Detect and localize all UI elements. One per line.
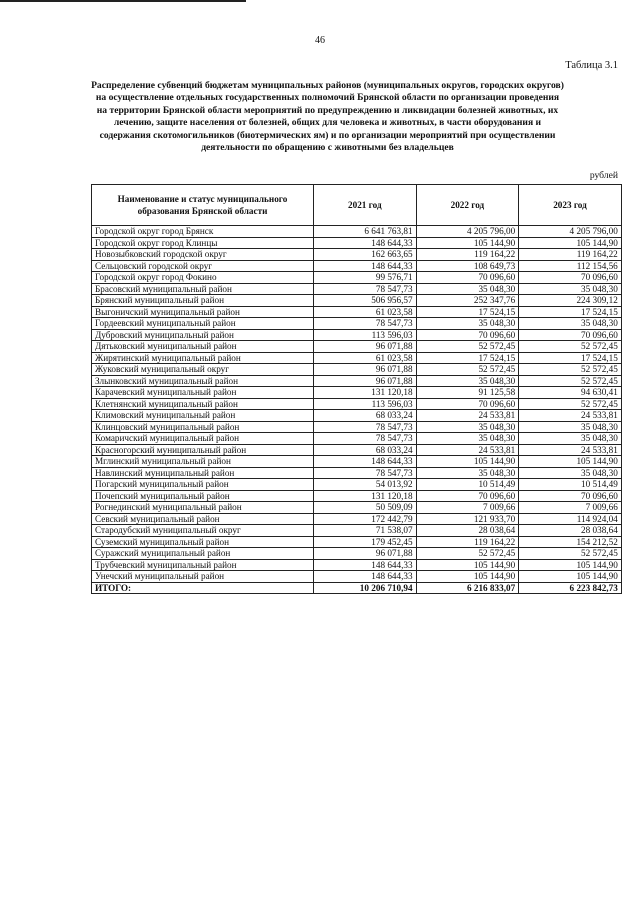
header-2022: 2022 год xyxy=(416,185,519,226)
value-2022: 70 096,60 xyxy=(416,398,519,410)
municipality-name: Новозыбковский городской округ xyxy=(92,249,314,261)
table-row xyxy=(92,352,622,364)
municipality-name: Клинцовский муниципальный район xyxy=(92,421,314,433)
value-2021: 148 644,33 xyxy=(314,559,417,571)
page-number: 46 xyxy=(315,35,325,46)
value-2023: 224 309,12 xyxy=(519,295,622,307)
value-2021: 179 452,45 xyxy=(314,536,417,548)
municipality-name: Брянский муниципальный район xyxy=(92,295,314,307)
total-2023: 6 223 842,73 xyxy=(519,582,622,594)
table-row xyxy=(92,341,622,353)
value-2023: 52 572,45 xyxy=(519,341,622,353)
value-2021: 78 547,73 xyxy=(314,421,417,433)
total-2021: 10 206 710,94 xyxy=(314,582,417,594)
municipality-name: Выгоничский муниципальный район xyxy=(92,306,314,318)
value-2023: 7 009,66 xyxy=(519,502,622,514)
table-row xyxy=(92,226,622,238)
table-row xyxy=(92,375,622,387)
value-2022: 24 533,81 xyxy=(416,410,519,422)
value-2023: 24 533,81 xyxy=(519,410,622,422)
value-2022: 105 144,90 xyxy=(416,237,519,249)
table-row xyxy=(92,525,622,537)
value-2023: 154 212,52 xyxy=(519,536,622,548)
municipality-name: Городской округ город Брянск xyxy=(92,226,314,238)
value-2023: 35 048,30 xyxy=(519,421,622,433)
value-2022: 105 144,90 xyxy=(416,456,519,468)
municipality-name: Рогнединский муниципальный район xyxy=(92,502,314,514)
value-2023: 105 144,90 xyxy=(519,456,622,468)
value-2021: 61 023,58 xyxy=(314,306,417,318)
value-2021: 162 663,65 xyxy=(314,249,417,261)
value-2023: 52 572,45 xyxy=(519,364,622,376)
table-row xyxy=(92,387,622,399)
value-2021: 96 071,88 xyxy=(314,548,417,560)
value-2021: 6 641 763,81 xyxy=(314,226,417,238)
value-2022: 121 933,70 xyxy=(416,513,519,525)
table-row xyxy=(92,444,622,456)
value-2021: 172 442,79 xyxy=(314,513,417,525)
value-2022: 119 164,22 xyxy=(416,536,519,548)
value-2021: 78 547,73 xyxy=(314,318,417,330)
value-2022: 4 205 796,00 xyxy=(416,226,519,238)
value-2023: 35 048,30 xyxy=(519,318,622,330)
municipality-name: Стародубский муниципальный округ xyxy=(92,525,314,537)
municipality-name: Жуковский муниципальный округ xyxy=(92,364,314,376)
document-title: Распределение субвенций бюджетам муниципальных районов (муниципальных округов, городских округов) на осуществление отдельных государственных полномочий Брянской области по организации проведения на территории Брянской области мероприятий по предупреждению и ликвидации болезней животных, их лечению, защите населения от болезней, общих для человека и животных, в части оборудования и содержания скотомогильников (биотермических ям) и по организации мероприятий при осуществлении деятельности по обращению с животными без владельцев xyxy=(91,80,564,154)
table-body xyxy=(92,226,622,594)
municipality-name: Навлинский муниципальный район xyxy=(92,467,314,479)
municipality-name: Злынковский муниципальный район xyxy=(92,375,314,387)
value-2023: 70 096,60 xyxy=(519,490,622,502)
table-row xyxy=(92,283,622,295)
value-2023: 4 205 796,00 xyxy=(519,226,622,238)
municipality-name: Севский муниципальный район xyxy=(92,513,314,525)
value-2022: 70 096,60 xyxy=(416,329,519,341)
value-2021: 131 120,18 xyxy=(314,490,417,502)
value-2021: 148 644,33 xyxy=(314,456,417,468)
value-2021: 113 596,03 xyxy=(314,329,417,341)
municipality-name: Дубровский муниципальный район xyxy=(92,329,314,341)
value-2023: 105 144,90 xyxy=(519,571,622,583)
value-2023: 70 096,60 xyxy=(519,329,622,341)
table-row xyxy=(92,513,622,525)
table-row xyxy=(92,490,622,502)
municipality-name: Клетнянский муниципальный район xyxy=(92,398,314,410)
municipality-name: Суражский муниципальный район xyxy=(92,548,314,560)
value-2022: 70 096,60 xyxy=(416,490,519,502)
value-2021: 78 547,73 xyxy=(314,467,417,479)
value-2021: 54 013,92 xyxy=(314,479,417,491)
table-row xyxy=(92,571,622,583)
table-row xyxy=(92,433,622,445)
value-2023: 35 048,30 xyxy=(519,283,622,295)
value-2021: 61 023,58 xyxy=(314,352,417,364)
municipality-name: Брасовский муниципальный район xyxy=(92,283,314,295)
value-2022: 35 048,30 xyxy=(416,421,519,433)
municipality-name: Карачевский муниципальный район xyxy=(92,387,314,399)
value-2023: 119 164,22 xyxy=(519,249,622,261)
municipality-name: Жирятинский муниципальный район xyxy=(92,352,314,364)
value-2023: 10 514,49 xyxy=(519,479,622,491)
header-municipality: Наименование и статус муниципального образования Брянской области xyxy=(92,185,314,226)
value-2021: 506 956,57 xyxy=(314,295,417,307)
value-2021: 50 509,09 xyxy=(314,502,417,514)
municipality-name: Городской округ город Клинцы xyxy=(92,237,314,249)
value-2022: 35 048,30 xyxy=(416,318,519,330)
value-2023: 105 144,90 xyxy=(519,237,622,249)
total-2022: 6 216 833,07 xyxy=(416,582,519,594)
subvention-table xyxy=(91,184,622,594)
value-2022: 105 144,90 xyxy=(416,559,519,571)
table-row xyxy=(92,237,622,249)
table-row xyxy=(92,559,622,571)
municipality-name: Мглинский муниципальный район xyxy=(92,456,314,468)
municipality-name: Городской округ город Фокино xyxy=(92,272,314,284)
table-row xyxy=(92,502,622,514)
value-2023: 112 154,56 xyxy=(519,260,622,272)
value-2022: 52 572,45 xyxy=(416,341,519,353)
value-2021: 78 547,73 xyxy=(314,433,417,445)
unit-label: рублей xyxy=(589,170,618,181)
value-2023: 17 524,15 xyxy=(519,352,622,364)
value-2022: 52 572,45 xyxy=(416,548,519,560)
value-2023: 52 572,45 xyxy=(519,548,622,560)
value-2021: 96 071,88 xyxy=(314,375,417,387)
value-2022: 35 048,30 xyxy=(416,433,519,445)
municipality-name: Почепский муниципальный район xyxy=(92,490,314,502)
value-2021: 99 576,71 xyxy=(314,272,417,284)
table-row xyxy=(92,306,622,318)
table-row xyxy=(92,249,622,261)
table-row xyxy=(92,456,622,468)
municipality-name: Дятьковский муниципальный район xyxy=(92,341,314,353)
municipality-name: Комаричский муниципальный район xyxy=(92,433,314,445)
value-2021: 68 033,24 xyxy=(314,444,417,456)
value-2022: 7 009,66 xyxy=(416,502,519,514)
value-2023: 24 533,81 xyxy=(519,444,622,456)
value-2022: 91 125,58 xyxy=(416,387,519,399)
table-row xyxy=(92,260,622,272)
value-2021: 148 644,33 xyxy=(314,237,417,249)
value-2022: 35 048,30 xyxy=(416,467,519,479)
header-2021: 2021 год xyxy=(314,185,417,226)
value-2022: 105 144,90 xyxy=(416,571,519,583)
value-2023: 17 524,15 xyxy=(519,306,622,318)
value-2022: 17 524,15 xyxy=(416,306,519,318)
total-row xyxy=(92,582,622,594)
table-row xyxy=(92,398,622,410)
value-2023: 52 572,45 xyxy=(519,398,622,410)
table-row xyxy=(92,548,622,560)
value-2021: 71 538,07 xyxy=(314,525,417,537)
top-rule xyxy=(0,0,246,2)
table-row xyxy=(92,536,622,548)
value-2022: 119 164,22 xyxy=(416,249,519,261)
table-row xyxy=(92,410,622,422)
value-2023: 28 038,64 xyxy=(519,525,622,537)
value-2021: 113 596,03 xyxy=(314,398,417,410)
municipality-name: Погарский муниципальный район xyxy=(92,479,314,491)
total-label: ИТОГО: xyxy=(92,582,314,594)
municipality-name: Трубчевский муниципальный район xyxy=(92,559,314,571)
municipality-name: Суземский муниципальный район xyxy=(92,536,314,548)
value-2022: 35 048,30 xyxy=(416,283,519,295)
value-2022: 10 514,49 xyxy=(416,479,519,491)
municipality-name: Унечский муниципальный район xyxy=(92,571,314,583)
value-2022: 52 572,45 xyxy=(416,364,519,376)
value-2022: 24 533,81 xyxy=(416,444,519,456)
value-2023: 52 572,45 xyxy=(519,375,622,387)
value-2023: 94 630,41 xyxy=(519,387,622,399)
table-row xyxy=(92,295,622,307)
table-row xyxy=(92,364,622,376)
table-row xyxy=(92,272,622,284)
table-row xyxy=(92,318,622,330)
table-row xyxy=(92,421,622,433)
value-2022: 28 038,64 xyxy=(416,525,519,537)
value-2023: 105 144,90 xyxy=(519,559,622,571)
value-2023: 70 096,60 xyxy=(519,272,622,284)
value-2022: 108 649,73 xyxy=(416,260,519,272)
value-2022: 252 347,76 xyxy=(416,295,519,307)
value-2021: 131 120,18 xyxy=(314,387,417,399)
table-row xyxy=(92,467,622,479)
municipality-name: Гордеевский муниципальный район xyxy=(92,318,314,330)
header-2023: 2023 год xyxy=(519,185,622,226)
value-2023: 35 048,30 xyxy=(519,433,622,445)
value-2021: 148 644,33 xyxy=(314,260,417,272)
value-2021: 96 071,88 xyxy=(314,341,417,353)
table-label: Таблица 3.1 xyxy=(565,60,618,71)
value-2023: 35 048,30 xyxy=(519,467,622,479)
value-2022: 17 524,15 xyxy=(416,352,519,364)
table-header-row xyxy=(92,185,622,226)
table-row xyxy=(92,329,622,341)
table-row xyxy=(92,479,622,491)
municipality-name: Сельцовский городской округ xyxy=(92,260,314,272)
value-2023: 114 924,04 xyxy=(519,513,622,525)
value-2021: 96 071,88 xyxy=(314,364,417,376)
value-2022: 70 096,60 xyxy=(416,272,519,284)
value-2021: 148 644,33 xyxy=(314,571,417,583)
municipality-name: Климовский муниципальный район xyxy=(92,410,314,422)
value-2021: 68 033,24 xyxy=(314,410,417,422)
value-2022: 35 048,30 xyxy=(416,375,519,387)
municipality-name: Красногорский муниципальный район xyxy=(92,444,314,456)
value-2021: 78 547,73 xyxy=(314,283,417,295)
